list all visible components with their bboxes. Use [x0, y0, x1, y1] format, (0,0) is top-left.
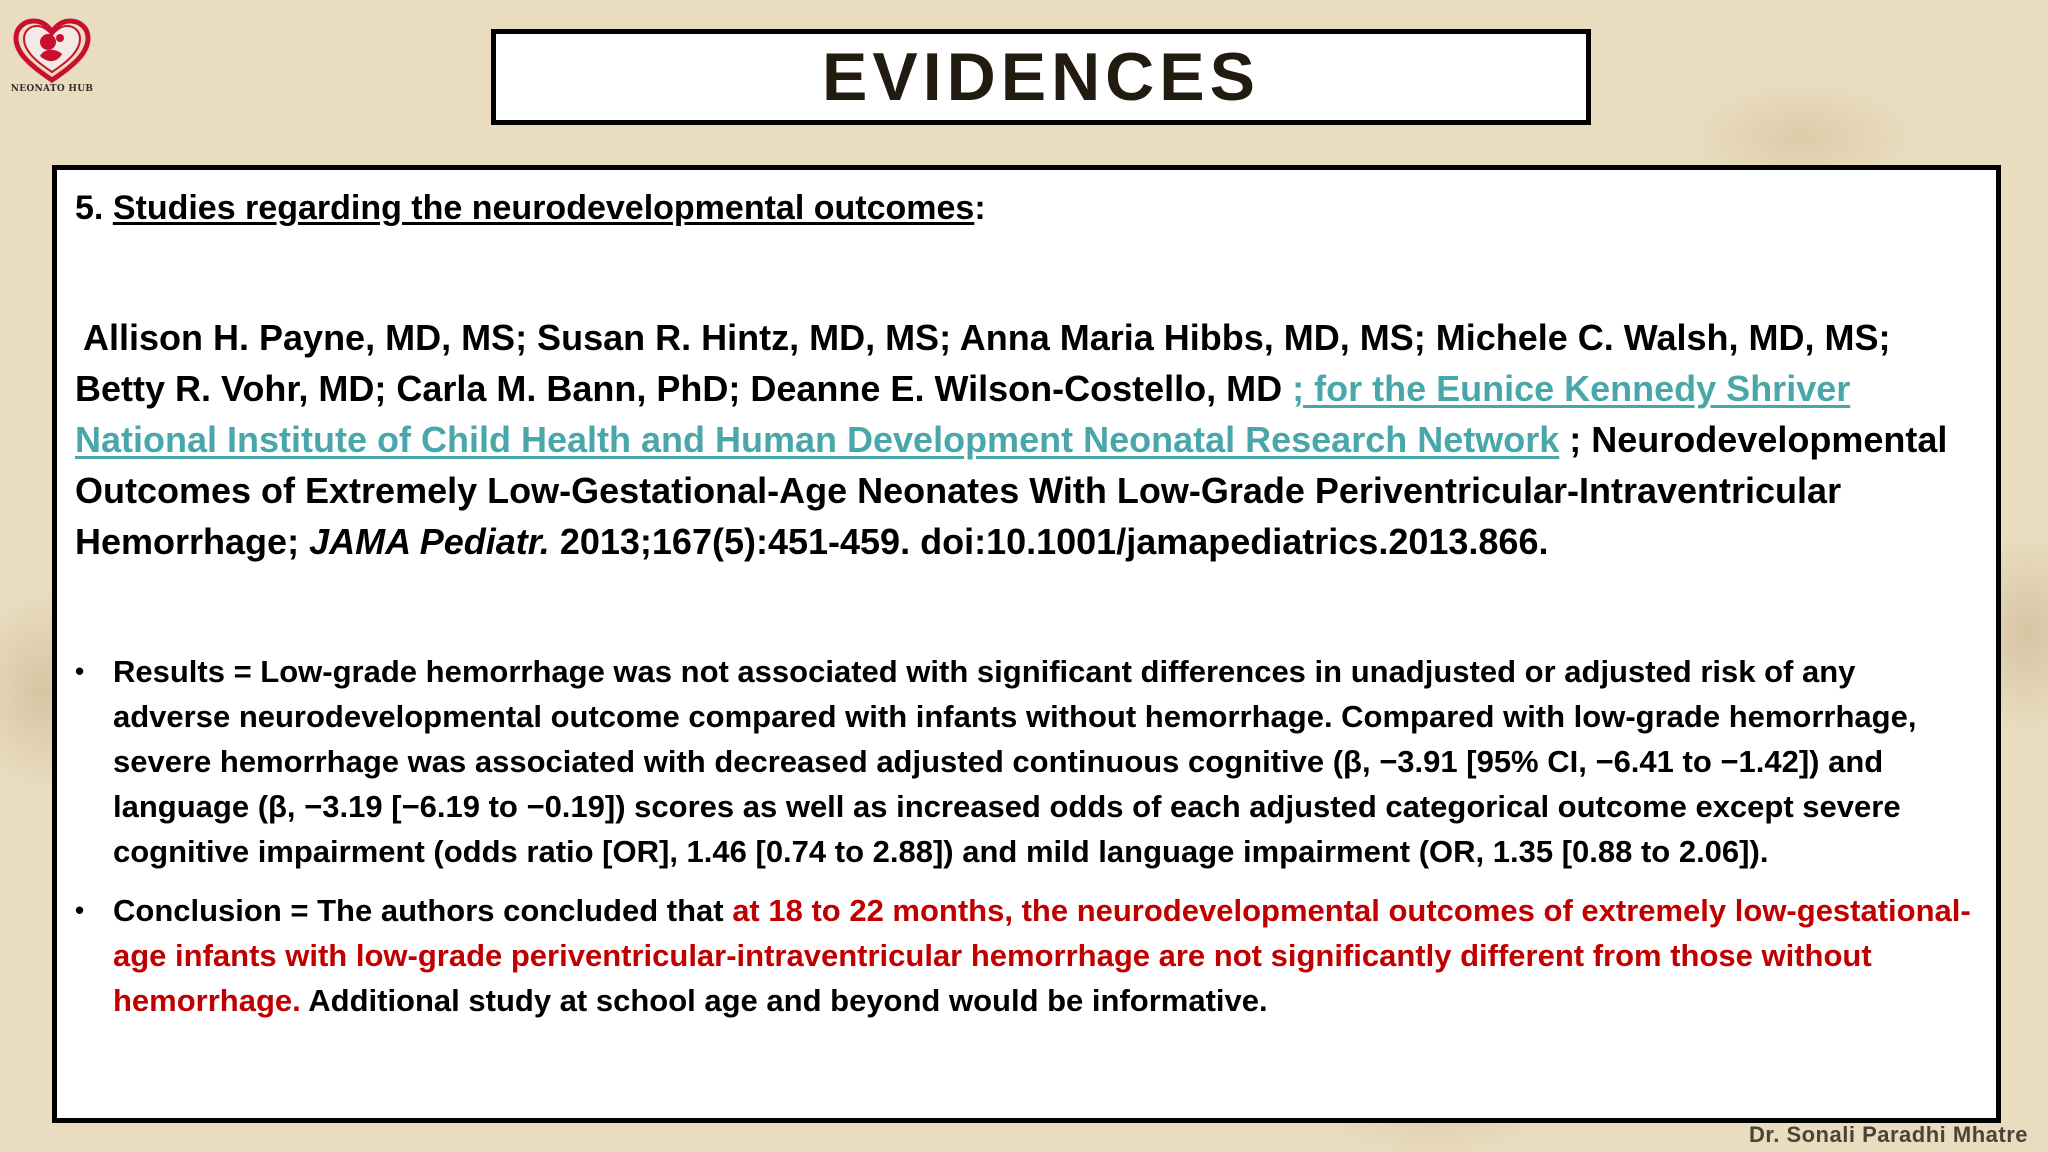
bullet-icon: • [75, 656, 85, 686]
journal-volume: 2013;167(5):451-459. [559, 521, 911, 562]
bullet-icon: • [75, 895, 85, 925]
presenter-name: Dr. Sonali Paradhi Mhatre [1748, 1122, 2028, 1147]
list-item-conclusion [75, 888, 1976, 1023]
title-box [491, 29, 1591, 125]
conclusion-prefix: Conclusion = The authors concluded that [113, 893, 733, 928]
page-title: EVIDENCES [822, 39, 1260, 115]
journal-name: JAMA Pediatr. [309, 521, 550, 562]
logo-text: NEONATO HUB [10, 84, 94, 94]
conclusion-highlight: at 18 to 22 months, the neurodevelopmental outcomes of extremely low-gestational-age infants with low-grade periventricular-intraventricular hemorrhage are not significantly different from those without hemorrhage. [113, 893, 1971, 1018]
citation [75, 312, 1976, 567]
list-item-results [75, 649, 1976, 874]
conclusion-suffix: Additional study at school age and beyond would be informative. [300, 983, 1268, 1018]
section-heading-text: Studies regarding the neurodevelopmental outcomes [112, 189, 975, 227]
citation-authors: Allison H. Payne, MD, MS; Susan R. Hintz, MD, MS; Anna Maria Hibbs, MD, MS; Michele C. Walsh, MD, MS; Betty R. Vohr, MD; Carla M. Bann, PhD; Deanne E. Wilson-Costello, MD [75, 317, 1891, 409]
findings-list [75, 649, 1976, 1023]
article-title: Neurodevelopmental Outcomes of Extremely Low-Gestational-Age Neonates With Low-Grade Periventricular-Intraventricular Hemorrhage; [75, 419, 1948, 562]
section-heading-colon: : [974, 189, 986, 227]
section-number: 5. [75, 189, 104, 227]
results-text: Results = Low-grade hemorrhage was not associated with significant differences in unadjusted or adjusted risk of any adverse neurodevelopmental outcome compared with infants without hemorrhage. Compared with low-grade hemorrhage, severe hemorrhage was associated with decreased adjusted continuous cognitive (β, −3.91 [95% CI, −6.41 to −1.42]) and language (β, −3.19 [−6.19 to −0.19]) scores as well as increased odds of each adjusted categorical outcome except severe cognitive impairment (odds ratio [OR], 1.46 [0.74 to 2.88]) and mild language impairment (OR, 1.35 [0.88 to 2.06]). [113, 654, 1917, 869]
section-heading [75, 186, 1976, 230]
network-link[interactable]: ; for the Eunice Kennedy Shriver National Institute of Child Health and Human Development Neonatal Research Network [75, 368, 1851, 460]
heart-baby-logo-icon [8, 16, 96, 86]
neonato-hub-logo [8, 16, 96, 94]
content-box [52, 165, 2001, 1123]
doi: doi:10.1001/jamapediatrics.2013.866. [920, 521, 1549, 562]
citation-separator: ; [1569, 419, 1582, 460]
